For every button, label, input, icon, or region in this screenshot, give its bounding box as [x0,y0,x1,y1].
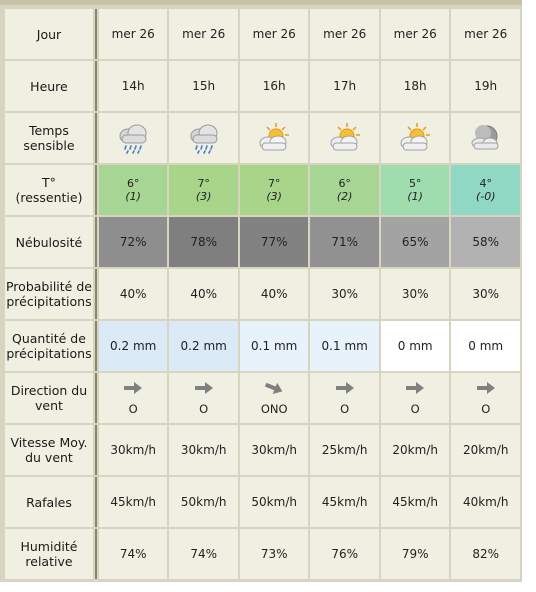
quantite-value: 0 mm [468,339,504,353]
quantite-cell [310,321,379,371]
temp-felt-value: (1) [125,190,141,203]
row-rafales [5,477,520,527]
column-divider [95,61,97,111]
jour-cell [381,9,450,59]
rafales-value: 50km/h [180,495,227,509]
temps-cell [169,113,238,163]
temp-cell [451,165,520,215]
temp-value: 6° [338,177,351,190]
humidite-cell [169,529,238,579]
direction-value: O [128,402,138,416]
temp-cell [310,165,379,215]
quantite-cell [169,321,238,371]
rafales-value: 40km/h [462,495,509,509]
jour-cell [240,9,309,59]
heure-cell [381,61,450,111]
column-divider [95,425,97,475]
row-header-heure [5,61,93,111]
jour-value: mer 26 [252,27,296,41]
row-vitesse [5,425,520,475]
heure-value: 17h [333,79,357,93]
heure-cell [169,61,238,111]
temp-felt-value: (3) [195,190,212,203]
row-header-line2: du vent [25,450,73,465]
jour-cell [99,9,168,59]
direction-cell [381,373,450,423]
jour-value: mer 26 [111,27,155,41]
forecast-table [3,7,522,581]
temps-cell [381,113,450,163]
vitesse-value: 25km/h [321,443,368,457]
row-header-rafales [5,477,93,527]
column-divider [95,373,97,423]
humidite-cell [451,529,520,579]
row-header-label: Jour [36,26,62,42]
humidite-cell [240,529,309,579]
temps-cell [451,113,520,163]
row-humidite [5,529,520,579]
probabilite-value: 30% [472,287,500,301]
sun-cloud-icon [327,131,363,145]
row-header-line2: relative [25,554,73,569]
wind-arrow-icon [310,380,379,402]
heure-cell [310,61,379,111]
row-header-line1: Vitesse Moy. [10,435,88,450]
wind-arrow-icon [169,380,238,402]
row-header-line1: Humidité [20,539,78,554]
column-divider [95,477,97,527]
direction-value: ONO [260,402,288,416]
probabilite-value: 40% [119,287,147,301]
vitesse-value: 20km/h [462,443,509,457]
quantite-cell [99,321,168,371]
heure-value: 15h [192,79,216,93]
row-header-quantite [5,321,93,371]
row-header-line2: (ressentie) [15,190,83,205]
humidite-cell [381,529,450,579]
humidite-value: 82% [472,547,500,561]
rafales-value: 45km/h [392,495,438,509]
probabilite-cell [169,269,238,319]
rain-cloud-icon [115,131,151,145]
direction-value: O [481,402,491,416]
row-quantite [5,321,520,371]
row-nebulosite [5,217,520,267]
probabilite-cell [99,269,168,319]
jour-value: mer 26 [393,27,437,41]
direction-cell [451,373,520,423]
nebulosite-value: 78% [190,235,218,249]
row-header-temps [5,113,93,163]
rafales-cell [310,477,379,527]
quantite-value: 0.2 mm [110,339,157,353]
nebulosite-value: 72% [119,235,147,249]
temp-value: 5° [408,177,422,190]
direction-cell [240,373,309,423]
vitesse-value: 20km/h [392,443,438,457]
page-edge [522,0,536,592]
heure-cell [451,61,520,111]
quantite-cell [451,321,520,371]
direction-cell [310,373,379,423]
sun-cloud-icon [256,131,292,145]
nebulosite-cell [99,217,168,267]
direction-value: O [410,402,420,416]
wind-arrow-icon [99,380,168,402]
row-header-label: Temps sensible [23,123,75,153]
rafales-value: 50km/h [251,495,297,509]
humidite-value: 74% [119,547,147,561]
rain-cloud-icon [186,131,222,145]
probabilite-cell [381,269,450,319]
moon-cloud-icon [468,131,504,145]
temp-cell [381,165,450,215]
row-direction [5,373,520,423]
probabilite-value: 30% [401,287,429,301]
direction-cell [99,373,168,423]
row-header-label: Rafales [26,494,72,510]
direction-cell [169,373,238,423]
rafales-cell [240,477,309,527]
row-header-nebulosite [5,217,93,267]
nebulosite-cell [169,217,238,267]
nebulosite-cell [381,217,450,267]
rafales-cell [381,477,450,527]
probabilite-value: 30% [331,287,359,301]
humidite-value: 79% [401,547,429,561]
vitesse-value: 30km/h [180,443,227,457]
nebulosite-cell [310,217,379,267]
column-divider [95,217,97,267]
quantite-cell [381,321,450,371]
nebulosite-value: 58% [472,235,500,249]
column-divider [95,113,97,163]
row-header-humidite [5,529,93,579]
heure-value: 14h [121,79,145,93]
jour-value: mer 26 [323,27,367,41]
probabilite-value: 40% [260,287,288,301]
wind-arrow-icon [381,380,450,402]
temp-cell [240,165,309,215]
row-header-line1: Quantité de [12,331,86,346]
probabilite-cell [240,269,309,319]
row-temps [5,113,520,163]
vitesse-cell [169,425,238,475]
jour-value: mer 26 [182,27,226,41]
column-divider [95,9,97,59]
row-header-label: Heure [30,78,68,94]
nebulosite-value: 71% [331,235,359,249]
humidite-value: 74% [190,547,218,561]
rafales-cell [451,477,520,527]
humidite-value: 73% [260,547,288,561]
rafales-value: 45km/h [110,495,156,509]
quantite-value: 0.1 mm [321,339,368,353]
rafales-value: 45km/h [321,495,368,509]
sun-cloud-icon [397,131,433,145]
row-header-line2: précipitations [6,346,92,361]
nebulosite-value: 77% [260,235,288,249]
humidite-value: 76% [331,547,359,561]
row-jour [5,9,520,59]
heure-cell [240,61,309,111]
direction-value: O [340,402,350,416]
vitesse-value: 30km/h [110,443,156,457]
nebulosite-cell [451,217,520,267]
row-heure [5,61,520,111]
temp-value: 7° [267,177,281,190]
row-header-line1: Probabilité de [5,279,92,294]
temp-cell [99,165,168,215]
wind-arrow-icon [451,380,520,402]
temp-value: 6° [126,177,140,190]
nebulosite-cell [240,217,309,267]
heure-value: 19h [474,79,498,93]
vitesse-cell [451,425,520,475]
vitesse-cell [99,425,168,475]
heure-value: 18h [403,79,427,93]
row-header-jour [5,9,93,59]
probabilite-cell [310,269,379,319]
temp-value: 4° [479,177,492,190]
row-header-line2: précipitations [6,294,92,309]
temp-felt-value: (-0) [475,190,496,203]
row-header-temp [5,165,93,215]
column-divider [95,321,97,371]
jour-cell [310,9,379,59]
vitesse-cell [240,425,309,475]
row-header-line2: vent [35,398,63,413]
row-probabilite [5,269,520,319]
temps-cell [99,113,168,163]
row-header-line1: Direction du [10,383,88,398]
probabilite-value: 40% [190,287,218,301]
row-temp [5,165,520,215]
quantite-cell [240,321,309,371]
rafales-cell [99,477,168,527]
temp-felt-value: (3) [266,190,282,203]
humidite-cell [99,529,168,579]
temps-cell [310,113,379,163]
temp-felt-value: (1) [407,190,423,203]
temp-cell [169,165,238,215]
column-divider [95,529,97,579]
rafales-cell [169,477,238,527]
column-divider [95,269,97,319]
quantite-value: 0 mm [397,339,433,353]
probabilite-cell [451,269,520,319]
row-header-probabilite [5,269,93,319]
heure-value: 16h [262,79,286,93]
temp-felt-value: (2) [336,190,353,203]
quantite-value: 0.1 mm [251,339,298,353]
wind-arrow-icon [240,380,309,402]
row-header-vitesse [5,425,93,475]
row-header-label: Nébulosité [15,234,83,250]
jour-cell [451,9,520,59]
temp-value: 7° [197,177,210,190]
top-border [0,0,522,5]
quantite-value: 0.2 mm [180,339,227,353]
vitesse-cell [381,425,450,475]
jour-value: mer 26 [464,27,508,41]
direction-value: O [199,402,209,416]
heure-cell [99,61,168,111]
column-divider [95,165,97,215]
vitesse-value: 30km/h [251,443,297,457]
jour-cell [169,9,238,59]
humidite-cell [310,529,379,579]
temps-cell [240,113,309,163]
row-header-line1: T° [42,175,56,190]
vitesse-cell [310,425,379,475]
nebulosite-value: 65% [401,235,429,249]
row-header-direction [5,373,93,423]
